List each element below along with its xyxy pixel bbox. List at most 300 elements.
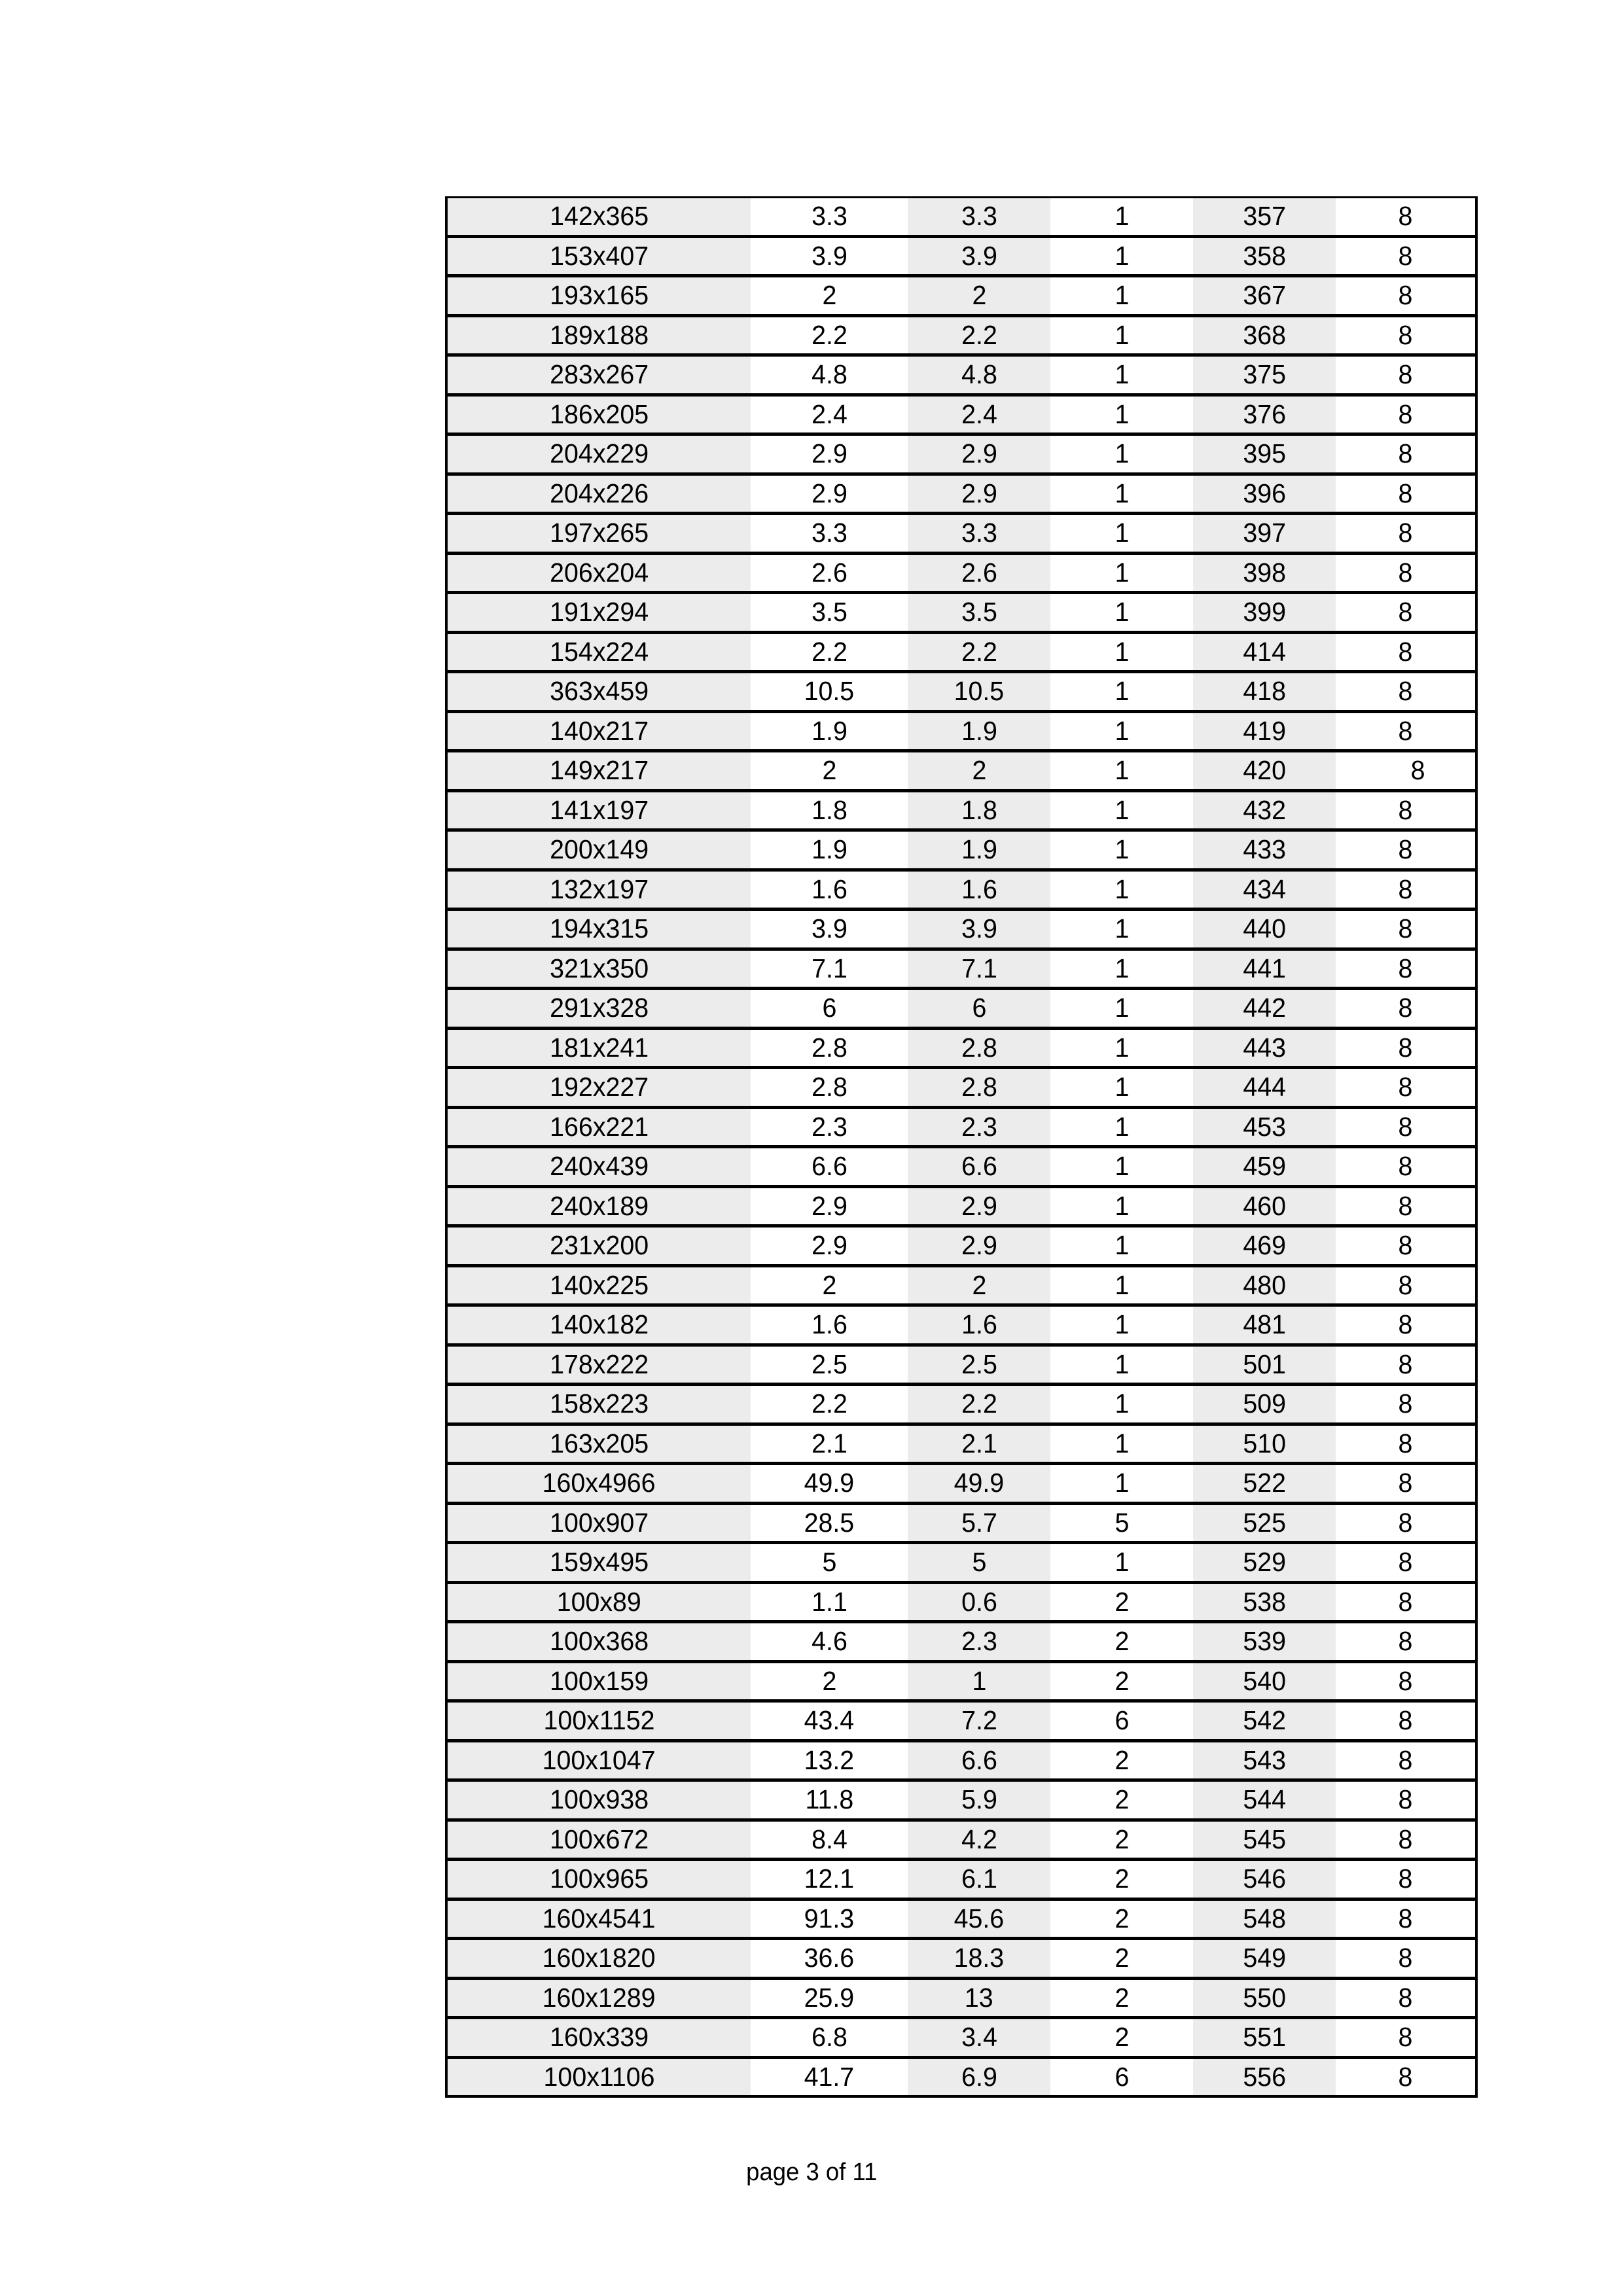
table-cell: 1.1 bbox=[751, 1582, 908, 1622]
table-cell: 556 bbox=[1193, 2057, 1336, 2096]
table-cell: 418 bbox=[1193, 672, 1336, 712]
table-cell: 2 bbox=[1050, 1860, 1193, 1899]
table-cell: 100x1047 bbox=[446, 1740, 751, 1780]
table-cell: 2 bbox=[1050, 2018, 1193, 2058]
table-row bbox=[446, 989, 1476, 1029]
table-row bbox=[446, 1939, 1476, 1979]
table-cell: 2 bbox=[1050, 1582, 1193, 1622]
table-cell: 5 bbox=[1050, 1503, 1193, 1543]
table-cell: 1.6 bbox=[908, 1305, 1050, 1345]
table-cell: 8 bbox=[1336, 1899, 1476, 1939]
table-cell: 545 bbox=[1193, 1820, 1336, 1860]
table-cell: 158x223 bbox=[446, 1385, 751, 1424]
table-cell: 546 bbox=[1193, 1860, 1336, 1899]
table-cell: 8 bbox=[1336, 315, 1476, 355]
table-cell: 550 bbox=[1193, 1978, 1336, 2018]
table-cell: 5.7 bbox=[908, 1503, 1050, 1543]
table-row bbox=[446, 711, 1476, 751]
table-cell: 442 bbox=[1193, 989, 1336, 1029]
table-cell: 2 bbox=[1050, 1661, 1193, 1701]
table-cell: 2.3 bbox=[751, 1107, 908, 1147]
table-cell: 363x459 bbox=[446, 672, 751, 712]
table-cell: 8 bbox=[1336, 751, 1476, 791]
table-cell: 4.8 bbox=[751, 355, 908, 395]
table-cell: 8 bbox=[1336, 1186, 1476, 1226]
table-cell: 358 bbox=[1193, 236, 1336, 276]
table-cell: 1 bbox=[1050, 593, 1193, 633]
table-row bbox=[446, 315, 1476, 355]
table-cell: 432 bbox=[1193, 790, 1336, 830]
table-cell: 2.1 bbox=[908, 1424, 1050, 1464]
table-cell: 178x222 bbox=[446, 1345, 751, 1385]
table-cell: 6.9 bbox=[908, 2057, 1050, 2096]
table-cell: 6 bbox=[908, 989, 1050, 1029]
table-cell: 3.3 bbox=[751, 514, 908, 554]
table-cell: 420 bbox=[1193, 751, 1336, 791]
table-cell: 540 bbox=[1193, 1661, 1336, 1701]
table-cell: 1 bbox=[1050, 1068, 1193, 1108]
table-cell: 2.3 bbox=[908, 1622, 1050, 1662]
table-row bbox=[446, 1305, 1476, 1345]
table-cell: 8 bbox=[1336, 1582, 1476, 1622]
table-cell: 1 bbox=[1050, 1543, 1193, 1583]
table-cell: 159x495 bbox=[446, 1543, 751, 1583]
table-cell: 8 bbox=[1336, 1305, 1476, 1345]
table-cell: 3.9 bbox=[751, 236, 908, 276]
table-cell: 321x350 bbox=[446, 949, 751, 989]
table-cell: 7.1 bbox=[751, 949, 908, 989]
table-cell: 414 bbox=[1193, 632, 1336, 672]
table-cell: 6.6 bbox=[908, 1147, 1050, 1187]
table-cell: 1 bbox=[1050, 870, 1193, 910]
table-cell: 8 bbox=[1336, 910, 1476, 949]
table-cell: 240x439 bbox=[446, 1147, 751, 1187]
table-cell: 2.9 bbox=[751, 474, 908, 514]
table-cell: 4.6 bbox=[751, 1622, 908, 1662]
table-cell: 367 bbox=[1193, 276, 1336, 316]
table-cell: 49.9 bbox=[751, 1464, 908, 1504]
table-cell: 2.5 bbox=[751, 1345, 908, 1385]
table-row bbox=[446, 1028, 1476, 1068]
table-cell: 1 bbox=[908, 1661, 1050, 1701]
table-cell: 8 bbox=[1336, 1345, 1476, 1385]
table-cell: 163x205 bbox=[446, 1424, 751, 1464]
table-cell: 2 bbox=[1050, 1820, 1193, 1860]
table-cell: 43.4 bbox=[751, 1701, 908, 1741]
table-cell: 1 bbox=[1050, 1226, 1193, 1266]
table-cell: 204x226 bbox=[446, 474, 751, 514]
table-cell: 2 bbox=[1050, 1899, 1193, 1939]
table-cell: 453 bbox=[1193, 1107, 1336, 1147]
table-cell: 1.9 bbox=[751, 711, 908, 751]
table-body bbox=[446, 198, 1476, 2097]
table-cell: 481 bbox=[1193, 1305, 1336, 1345]
table-cell: 2.9 bbox=[908, 1186, 1050, 1226]
table-row bbox=[446, 198, 1476, 237]
table-row bbox=[446, 276, 1476, 316]
table-row bbox=[446, 1860, 1476, 1899]
table-row bbox=[446, 1424, 1476, 1464]
table-cell: 510 bbox=[1193, 1424, 1336, 1464]
table-cell: 8 bbox=[1336, 1820, 1476, 1860]
table-cell: 8 bbox=[1336, 593, 1476, 633]
data-table bbox=[445, 196, 1478, 2098]
table-cell: 5.9 bbox=[908, 1780, 1050, 1820]
table-cell: 160x1289 bbox=[446, 1978, 751, 2018]
page-footer-text: page 3 of 11 bbox=[745, 2159, 878, 2186]
table-cell: 539 bbox=[1193, 1622, 1336, 1662]
table-row bbox=[446, 1186, 1476, 1226]
table-cell: 3.9 bbox=[908, 236, 1050, 276]
table-cell: 459 bbox=[1193, 1147, 1336, 1187]
table-cell: 1 bbox=[1050, 315, 1193, 355]
table-cell: 8 bbox=[1398, 201, 1413, 232]
table-cell: 1 bbox=[1050, 672, 1193, 712]
table-row bbox=[446, 434, 1476, 474]
table-cell: 434 bbox=[1193, 870, 1336, 910]
table-cell: 440 bbox=[1193, 910, 1336, 949]
table-cell: 1 bbox=[1050, 1464, 1193, 1504]
table-row bbox=[446, 593, 1476, 633]
table-cell: 1 bbox=[1050, 553, 1193, 593]
table-cell: 8 bbox=[1336, 989, 1476, 1029]
table-cell: 2 bbox=[1050, 1978, 1193, 2018]
table-row bbox=[446, 1701, 1476, 1741]
table-row bbox=[446, 1345, 1476, 1385]
table-cell: 100x938 bbox=[446, 1780, 751, 1820]
table-cell: 8 bbox=[1336, 1265, 1476, 1305]
table-cell: 460 bbox=[1193, 1186, 1336, 1226]
table-cell: 283x267 bbox=[446, 355, 751, 395]
table-cell: 543 bbox=[1193, 1740, 1336, 1780]
table-cell: 10.5 bbox=[751, 672, 908, 712]
table-cell: 1 bbox=[1050, 395, 1193, 434]
table-cell: 100x672 bbox=[446, 1820, 751, 1860]
table-row bbox=[446, 236, 1476, 276]
table-cell: 8 bbox=[1336, 1860, 1476, 1899]
table-cell: 544 bbox=[1193, 1780, 1336, 1820]
table-cell: 166x221 bbox=[446, 1107, 751, 1147]
table-row bbox=[446, 830, 1476, 870]
table-cell: 153x407 bbox=[446, 236, 751, 276]
table-cell: 8 bbox=[1336, 1147, 1476, 1187]
table-cell: 142x365 bbox=[446, 198, 751, 237]
table-cell: 8 bbox=[1336, 1622, 1476, 1662]
table-cell: 160x4966 bbox=[446, 1464, 751, 1504]
table-cell: 4.8 bbox=[908, 355, 1050, 395]
table-cell: 100x1152 bbox=[446, 1701, 751, 1741]
table-cell: 6.6 bbox=[751, 1147, 908, 1187]
table-cell: 186x205 bbox=[446, 395, 751, 434]
table-cell: 1 bbox=[1050, 1265, 1193, 1305]
table-cell: 4.2 bbox=[908, 1820, 1050, 1860]
page-footer bbox=[0, 2160, 1623, 2185]
table-cell: 141x197 bbox=[446, 790, 751, 830]
table-row bbox=[446, 1464, 1476, 1504]
table-cell: 8 bbox=[1336, 711, 1476, 751]
table-cell: 8 bbox=[1336, 514, 1476, 554]
table-cell: 291x328 bbox=[446, 989, 751, 1029]
table-row bbox=[446, 514, 1476, 554]
table-cell: 8 bbox=[1336, 1107, 1476, 1147]
table-cell: 1 bbox=[1050, 989, 1193, 1029]
table-cell: 8 bbox=[1336, 1543, 1476, 1583]
table-cell: 28.5 bbox=[751, 1503, 908, 1543]
table-cell: 13 bbox=[908, 1978, 1050, 2018]
table-cell: 140x217 bbox=[446, 711, 751, 751]
table-cell: 181x241 bbox=[446, 1028, 751, 1068]
table-cell: 2.8 bbox=[908, 1028, 1050, 1068]
table-cell: 8 bbox=[1336, 1424, 1476, 1464]
table-cell: 7.2 bbox=[908, 1701, 1050, 1741]
table-row bbox=[446, 910, 1476, 949]
table-cell: 2 bbox=[751, 751, 908, 791]
table-cell: 100x89 bbox=[446, 1582, 751, 1622]
table-cell: 3.9 bbox=[751, 910, 908, 949]
table-row bbox=[446, 1820, 1476, 1860]
table-cell: 8 bbox=[1336, 434, 1476, 474]
table-cell: 2.2 bbox=[751, 632, 908, 672]
table-cell: 189x188 bbox=[446, 315, 751, 355]
table-cell: 8 bbox=[1336, 1661, 1476, 1701]
table-cell: 1 bbox=[1050, 711, 1193, 751]
table-cell: 441 bbox=[1193, 949, 1336, 989]
table-cell: 12.1 bbox=[751, 1860, 908, 1899]
table-cell: 2.9 bbox=[751, 1226, 908, 1266]
table-cell: 0.6 bbox=[908, 1582, 1050, 1622]
table-cell: 8 bbox=[1336, 1939, 1476, 1979]
table-cell: 3.4 bbox=[908, 2018, 1050, 2058]
table-cell: 1 bbox=[1050, 1107, 1193, 1147]
table-cell: 3.3 bbox=[811, 201, 847, 232]
table-cell: 2 bbox=[751, 276, 908, 316]
table-cell: 240x189 bbox=[446, 1186, 751, 1226]
table-cell: 100x368 bbox=[446, 1622, 751, 1662]
table-row bbox=[446, 1582, 1476, 1622]
table-cell: 8 bbox=[1336, 870, 1476, 910]
table-cell: 100x907 bbox=[446, 1503, 751, 1543]
table-cell: 8 bbox=[1336, 632, 1476, 672]
table-cell: 160x4541 bbox=[446, 1899, 751, 1939]
table-row bbox=[446, 1385, 1476, 1424]
table-cell: 1 bbox=[1050, 355, 1193, 395]
table-row bbox=[446, 870, 1476, 910]
table-cell: 1 bbox=[1115, 201, 1129, 232]
table-cell: 1 bbox=[1050, 1345, 1193, 1385]
table-row bbox=[446, 1740, 1476, 1780]
table-cell: 2 bbox=[1050, 1740, 1193, 1780]
table-cell: 154x224 bbox=[446, 632, 751, 672]
table-cell: 2.2 bbox=[908, 632, 1050, 672]
table-cell: 433 bbox=[1193, 830, 1336, 870]
table-row bbox=[446, 790, 1476, 830]
table-cell: 2.9 bbox=[908, 1226, 1050, 1266]
table-cell: 522 bbox=[1193, 1464, 1336, 1504]
table-cell: 13.2 bbox=[751, 1740, 908, 1780]
table-cell: 1 bbox=[1050, 434, 1193, 474]
table-cell: 357 bbox=[1193, 198, 1336, 237]
table-cell: 1 bbox=[1050, 1147, 1193, 1187]
table-cell: 5 bbox=[751, 1543, 908, 1583]
table-cell: 8 bbox=[1336, 236, 1476, 276]
table-row bbox=[446, 1147, 1476, 1187]
table-cell: 8 bbox=[1336, 1780, 1476, 1820]
table-cell: 45.6 bbox=[908, 1899, 1050, 1939]
table-row bbox=[446, 1107, 1476, 1147]
table-row bbox=[446, 1543, 1476, 1583]
table-cell: 501 bbox=[1193, 1345, 1336, 1385]
table-cell: 1 bbox=[1050, 830, 1193, 870]
table-cell: 7.1 bbox=[908, 949, 1050, 989]
table-row bbox=[446, 395, 1476, 434]
table-cell: 2.4 bbox=[751, 395, 908, 434]
table-cell: 2 bbox=[908, 1265, 1050, 1305]
table-cell: 2.4 bbox=[908, 395, 1050, 434]
table-cell: 8 bbox=[1336, 474, 1476, 514]
table-cell: 2 bbox=[751, 1661, 908, 1701]
table-cell: 1 bbox=[1050, 632, 1193, 672]
table-cell: 100x965 bbox=[446, 1860, 751, 1899]
table-row bbox=[446, 553, 1476, 593]
table-cell: 6 bbox=[1050, 1701, 1193, 1741]
table-cell: 41.7 bbox=[751, 2057, 908, 2096]
table-cell: 2.6 bbox=[751, 553, 908, 593]
table-cell: 11.8 bbox=[751, 1780, 908, 1820]
table-cell: 444 bbox=[1193, 1068, 1336, 1108]
table-cell: 2.9 bbox=[751, 1186, 908, 1226]
table-row bbox=[446, 355, 1476, 395]
table-cell: 399 bbox=[1193, 593, 1336, 633]
table-cell: 8 bbox=[1336, 2018, 1476, 2058]
table-cell: 160x339 bbox=[446, 2018, 751, 2058]
table-cell: 2.8 bbox=[908, 1068, 1050, 1108]
table-cell: 3.9 bbox=[908, 910, 1050, 949]
table-cell: 192x227 bbox=[446, 1068, 751, 1108]
table-cell: 1 bbox=[1050, 514, 1193, 554]
table-cell: 36.6 bbox=[751, 1939, 908, 1979]
table-cell: 2 bbox=[751, 1265, 908, 1305]
table-cell: 8 bbox=[1336, 1226, 1476, 1266]
table-cell: 6 bbox=[1050, 2057, 1193, 2096]
table-cell: 2.8 bbox=[751, 1028, 908, 1068]
table-cell: 1 bbox=[1050, 1186, 1193, 1226]
table-cell: 206x204 bbox=[446, 553, 751, 593]
table-cell: 132x197 bbox=[446, 870, 751, 910]
table-cell: 3.3 bbox=[908, 514, 1050, 554]
table-cell: 8 bbox=[1336, 1028, 1476, 1068]
table-cell: 6.8 bbox=[751, 2018, 908, 2058]
table-row bbox=[446, 2018, 1476, 2058]
table-row bbox=[446, 1622, 1476, 1662]
table-cell: 8 bbox=[1336, 1701, 1476, 1741]
table-cell: 538 bbox=[1193, 1582, 1336, 1622]
table-cell: 2.2 bbox=[751, 315, 908, 355]
table-cell: 1.9 bbox=[908, 711, 1050, 751]
table-cell: 140x225 bbox=[446, 1265, 751, 1305]
table-cell: 396 bbox=[1193, 474, 1336, 514]
table-cell: 8 bbox=[1336, 830, 1476, 870]
table-cell: 91.3 bbox=[751, 1899, 908, 1939]
table-cell: 1 bbox=[1050, 790, 1193, 830]
table-cell: 548 bbox=[1193, 1899, 1336, 1939]
table-row bbox=[446, 1899, 1476, 1939]
table-cell: 1 bbox=[1050, 474, 1193, 514]
table-row bbox=[446, 1661, 1476, 1701]
table-cell: 8 bbox=[1336, 553, 1476, 593]
table-cell: 549 bbox=[1193, 1939, 1336, 1979]
table-cell: 160x1820 bbox=[446, 1939, 751, 1979]
table-cell: 149x217 bbox=[446, 751, 751, 791]
table-cell: 1.6 bbox=[908, 870, 1050, 910]
table-cell: 2.5 bbox=[908, 1345, 1050, 1385]
table-cell: 6 bbox=[751, 989, 908, 1029]
table-cell: 2 bbox=[1050, 1939, 1193, 1979]
table-cell: 2.2 bbox=[751, 1385, 908, 1424]
table-cell: 8 bbox=[1336, 1068, 1476, 1108]
table-cell: 480 bbox=[1193, 1265, 1336, 1305]
table-cell: 525 bbox=[1193, 1503, 1336, 1543]
table-row bbox=[446, 1265, 1476, 1305]
table-cell: 2 bbox=[908, 276, 1050, 316]
table-cell: 1 bbox=[1050, 1385, 1193, 1424]
table-cell: 397 bbox=[1193, 514, 1336, 554]
table-row bbox=[446, 1978, 1476, 2018]
table-cell: 6.6 bbox=[908, 1740, 1050, 1780]
table-cell: 2 bbox=[1050, 1780, 1193, 1820]
table-cell: 194x315 bbox=[446, 910, 751, 949]
table-cell: 8 bbox=[1336, 395, 1476, 434]
table-cell: 8 bbox=[1336, 1385, 1476, 1424]
table-cell: 529 bbox=[1193, 1543, 1336, 1583]
table-cell: 1.9 bbox=[908, 830, 1050, 870]
table-cell: 443 bbox=[1193, 1028, 1336, 1068]
table-cell: 368 bbox=[1193, 315, 1336, 355]
table-cell: 6.1 bbox=[908, 1860, 1050, 1899]
table-cell: 10.5 bbox=[908, 672, 1050, 712]
table-cell: 1 bbox=[1050, 1305, 1193, 1345]
table-row bbox=[446, 1503, 1476, 1543]
table-cell: 1.8 bbox=[751, 790, 908, 830]
table-row bbox=[446, 751, 1476, 791]
table-cell: 8 bbox=[1336, 949, 1476, 989]
table-row bbox=[446, 1226, 1476, 1266]
table-row bbox=[446, 1068, 1476, 1108]
table-row bbox=[446, 949, 1476, 989]
table-cell: 542 bbox=[1193, 1701, 1336, 1741]
table-cell: 8 bbox=[1336, 1978, 1476, 2018]
table-cell: 2.9 bbox=[908, 474, 1050, 514]
table-cell: 1 bbox=[1050, 751, 1193, 791]
table-cell: 8 bbox=[1336, 1464, 1476, 1504]
table-cell: 2.9 bbox=[751, 434, 908, 474]
table-cell: 2 bbox=[908, 751, 1050, 791]
table-cell: 197x265 bbox=[446, 514, 751, 554]
table-cell: 2.6 bbox=[908, 553, 1050, 593]
table-cell: 8 bbox=[1336, 1740, 1476, 1780]
table-cell: 25.9 bbox=[751, 1978, 908, 2018]
table-cell: 509 bbox=[1193, 1385, 1336, 1424]
table-cell: 1 bbox=[1050, 949, 1193, 989]
table-cell: 3.5 bbox=[908, 593, 1050, 633]
table-cell: 1.9 bbox=[751, 830, 908, 870]
table-cell: 8 bbox=[1336, 1503, 1476, 1543]
table-row bbox=[446, 2057, 1476, 2096]
table-cell: 2.2 bbox=[908, 315, 1050, 355]
table-row bbox=[446, 672, 1476, 712]
table-cell: 18.3 bbox=[908, 1939, 1050, 1979]
table-cell: 8.4 bbox=[751, 1820, 908, 1860]
table-cell: 1 bbox=[1050, 1424, 1193, 1464]
